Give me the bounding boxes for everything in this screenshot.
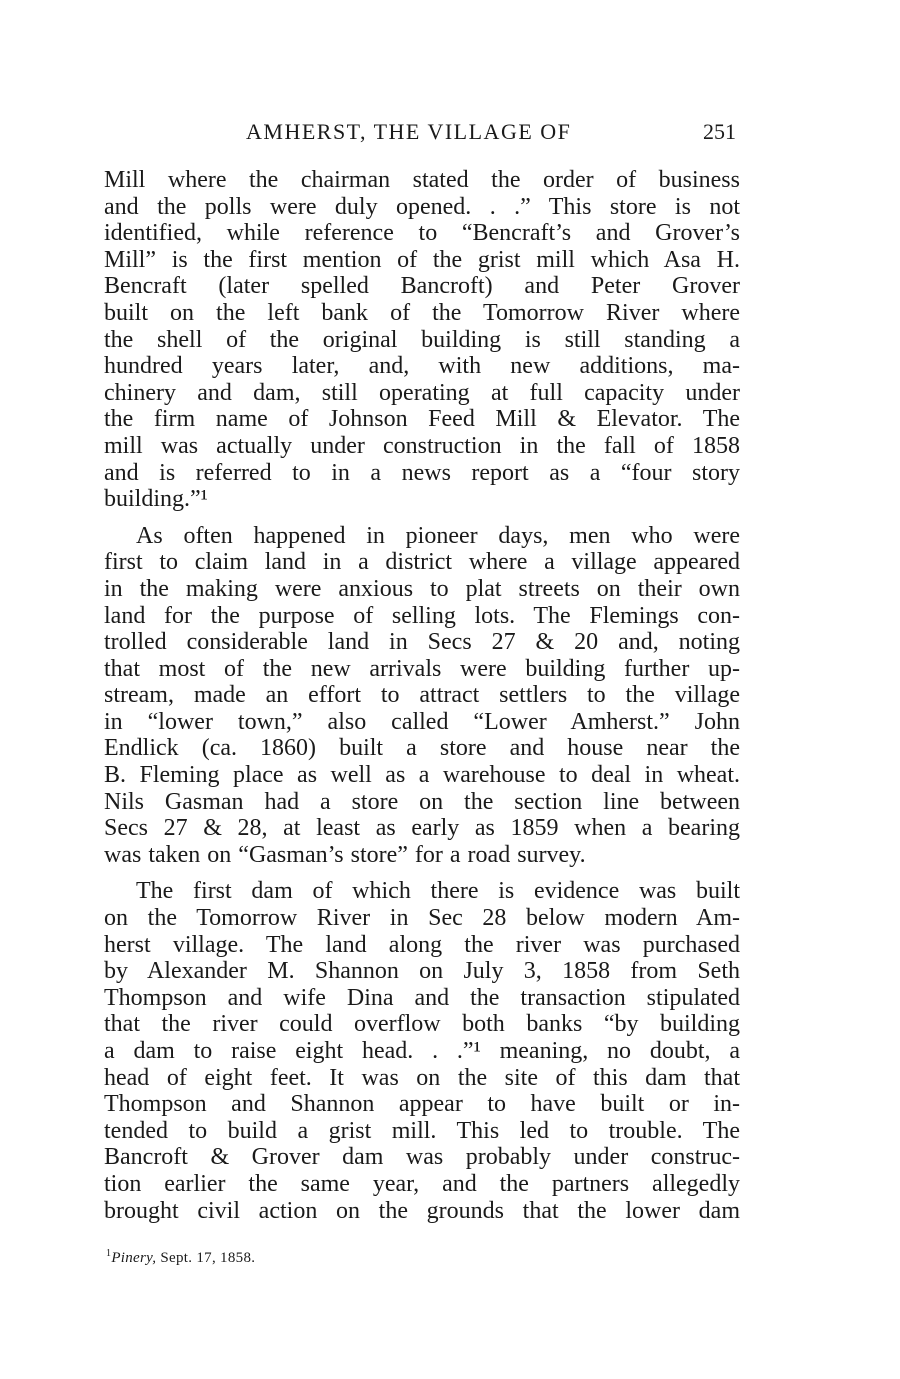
text-line: by Alexander M. Shannon on July 3, 1858 from Seth [104, 958, 740, 985]
text-line: Endlick (ca. 1860) built a store and house near the [104, 735, 740, 762]
text-line: Thompson and wife Dina and the transaction stipulated [104, 984, 740, 1011]
text-line: Bencraft (later spelled Bancroft) and Peter Grover [104, 273, 740, 300]
text-line: trolled considerable land in Secs 27 & 20 and, noting [104, 629, 740, 656]
text-line: first to claim land in a district where a village appeared [104, 549, 740, 576]
text-line: on the Tomorrow River in Sec 28 below modern Am- [104, 905, 740, 932]
running-title: AMHERST, THE VILLAGE OF [246, 119, 572, 144]
text-line: Mill” is the first mention of the grist mill which Asa H. [104, 246, 740, 273]
text-line: tion earlier the same year, and the partners allegedly [104, 1170, 740, 1197]
text-line: Thompson and Shannon appear to have built or in- [104, 1091, 740, 1118]
text-line: stream, made an effort to attract settlers to the village [104, 682, 740, 709]
text-line: chinery and dam, still operating at full capacity under [104, 379, 740, 406]
text-line: Bancroft & Grover dam was probably under construc- [104, 1144, 740, 1171]
footnote-publication: Pinery, [111, 1250, 157, 1266]
text-line: the shell of the original building is still standing a [104, 326, 740, 353]
text-line: that the river could overflow both banks “by building [104, 1011, 740, 1038]
text-line: Nils Gasman had a store on the section line between [104, 788, 740, 815]
text-line: brought civil action on the grounds that the lower dam [104, 1197, 740, 1224]
text-line: herst village. The land along the river was purchased [104, 931, 740, 958]
text-line: the firm name of Johnson Feed Mill & Elevator. The [104, 406, 740, 433]
paragraph [104, 167, 740, 513]
text-line: The first dam of which there is evidence was built [136, 878, 740, 905]
text-line: that most of the new arrivals were building further up- [104, 655, 740, 682]
page-number: 251 [703, 119, 736, 144]
text-line: and is referred to in a news report as a “four story [104, 459, 740, 486]
text-line: mill was actually under construction in the fall of 1858 [104, 432, 740, 459]
text-line: head of eight feet. It was on the site of this dam that [104, 1064, 740, 1091]
text-line: As often happened in pioneer days, men who were [136, 522, 740, 549]
text-line: identified, while reference to “Bencraft’s and Grover’s [104, 220, 740, 247]
body-text [104, 167, 740, 1234]
footnote-date: Sept. 17, 1858. [160, 1250, 256, 1266]
text-line: land for the purpose of selling lots. The Flemings con- [104, 602, 740, 629]
text-line: Mill where the chairman stated the order of business [104, 167, 740, 193]
footnote-marker: 1 [106, 1248, 112, 1259]
text-line: Secs 27 & 28, at least as early as 1859 when a bearing [104, 815, 740, 842]
footnote [106, 1244, 255, 1268]
text-line: B. Fleming place as well as a warehouse to deal in wheat. [104, 762, 740, 789]
paragraph [104, 878, 740, 1224]
text-line: in “lower town,” also called “Lower Amherst.” John [104, 708, 740, 735]
text-line: tended to build a grist mill. This led to trouble. The [104, 1117, 740, 1144]
text-line: and the polls were duly opened. . .” This store is not [104, 193, 740, 220]
paragraph [104, 523, 740, 869]
text-line: in the making were anxious to plat streets on their own [104, 575, 740, 602]
text-line: hundred years later, and, with new additions, ma- [104, 353, 740, 380]
text-line: building.”¹ [104, 486, 208, 513]
text-line: a dam to raise eight head. . .”¹ meaning, no doubt, a [104, 1038, 740, 1064]
text-line: was taken on “Gasman’s store” for a road survey. [104, 841, 586, 868]
text-line: built on the left bank of the Tomorrow River where [104, 299, 740, 326]
running-head [104, 116, 740, 148]
